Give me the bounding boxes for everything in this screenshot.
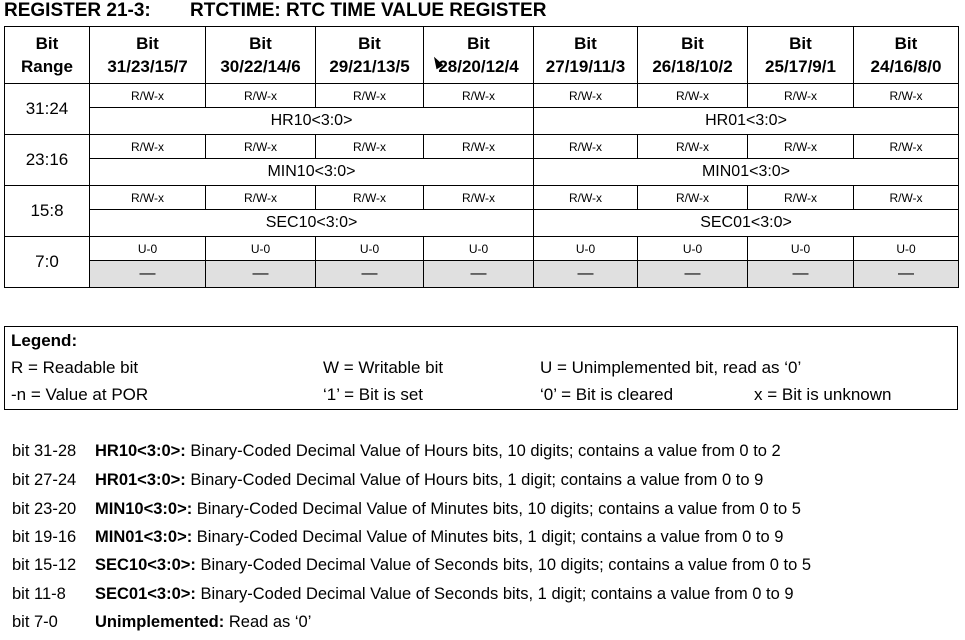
register-bit-table — [4, 26, 959, 288]
unimplemented-cell: — — [854, 261, 959, 288]
field-name-cell: HR01<3:0> — [534, 108, 959, 135]
header-text: 27/19/11/3 — [545, 57, 626, 76]
description-text: Binary-Coded Decimal Value of Minutes bits, 10 digits; contains a value from 0 to 5 — [192, 500, 801, 518]
bit-description — [12, 585, 794, 604]
header-text: 28/20/12/4 — [438, 57, 519, 76]
access-cell: R/W-x — [316, 135, 424, 159]
bit-description — [12, 500, 801, 519]
field-name-cell: MIN10<3:0> — [90, 159, 534, 186]
header-bit-col — [748, 27, 854, 84]
access-cell: R/W-x — [534, 186, 638, 210]
header-text: Bit — [789, 34, 812, 53]
access-cell: R/W-x — [638, 186, 748, 210]
access-cell: R/W-x — [854, 186, 959, 210]
field-row — [5, 159, 959, 186]
access-row — [5, 84, 959, 108]
header-bit-col — [90, 27, 206, 84]
header-bit-range — [5, 27, 90, 84]
header-text: Range — [21, 57, 73, 76]
header-bit-col — [424, 27, 534, 84]
field-name: HR01<3:0>: — [95, 471, 186, 489]
field-name: SEC01<3:0>: — [95, 585, 196, 603]
access-row — [5, 186, 959, 210]
access-cell: R/W-x — [206, 84, 316, 108]
unimplemented-cell: — — [206, 261, 316, 288]
access-cell: R/W-x — [638, 84, 748, 108]
bit-range-cell: 7:0 — [5, 237, 90, 288]
field-name: Unimplemented: — [95, 613, 225, 631]
description-text: Binary-Coded Decimal Value of Seconds bits, 10 digits; contains a value from 0 to 5 — [195, 556, 812, 574]
access-cell: U-0 — [90, 237, 206, 261]
unimplemented-cell: — — [90, 261, 206, 288]
header-text: 25/17/9/1 — [765, 57, 836, 76]
access-cell: R/W-x — [638, 135, 748, 159]
description-text: Read as ‘0’ — [224, 613, 312, 631]
legend-item: U = Unimplemented bit, read as ‘0’ — [540, 358, 802, 377]
bit-span: bit 27-24 — [12, 471, 77, 489]
access-cell: U-0 — [534, 237, 638, 261]
access-cell: R/W-x — [748, 186, 854, 210]
access-cell: R/W-x — [90, 186, 206, 210]
unimplemented-cell: — — [424, 261, 534, 288]
bit-span: bit 19-16 — [12, 528, 77, 546]
legend-item: x = Bit is unknown — [754, 385, 892, 404]
header-text: Bit — [894, 34, 918, 53]
header-text: Bit — [136, 34, 159, 53]
header-text: Bit — [358, 34, 381, 53]
access-cell: U-0 — [748, 237, 854, 261]
header-bit-col — [854, 27, 959, 84]
access-cell: U-0 — [424, 237, 534, 261]
register-number: REGISTER 21-3: — [4, 0, 151, 21]
description-text: Binary-Coded Decimal Value of Minutes bits, 1 digit; contains a value from 0 to 9 — [192, 528, 784, 546]
unimplemented-cell: — — [748, 261, 854, 288]
legend-item: ‘0’ = Bit is cleared — [540, 385, 674, 404]
field-name: MIN10<3:0>: — [95, 500, 193, 518]
access-cell: U-0 — [206, 237, 316, 261]
legend-item: ‘1’ = Bit is set — [323, 385, 423, 404]
bit-span: bit 11-8 — [12, 585, 66, 603]
header-text: 24/16/8/0 — [870, 57, 942, 76]
unimplemented-cell: — — [316, 261, 424, 288]
table-header-row — [5, 27, 959, 84]
access-cell: U-0 — [316, 237, 424, 261]
field-row — [5, 210, 959, 237]
description-text: Binary-Coded Decimal Value of Hours bits, 10 digits; contains a value from 0 to 2 — [185, 442, 781, 460]
header-text: 31/23/15/7 — [107, 57, 188, 76]
field-name: SEC10<3:0>: — [95, 556, 196, 574]
access-cell: R/W-x — [206, 186, 316, 210]
bit-description — [12, 528, 783, 547]
access-row — [5, 135, 959, 159]
header-text: Bit — [249, 34, 272, 53]
header-bit-col — [206, 27, 316, 84]
header-bit-col — [534, 27, 638, 84]
access-cell: R/W-x — [534, 135, 638, 159]
bit-description — [12, 556, 811, 575]
access-cell: U-0 — [854, 237, 959, 261]
header-text: 29/21/13/5 — [329, 57, 410, 76]
field-name-cell: SEC01<3:0> — [534, 210, 959, 237]
bit-description — [12, 613, 311, 632]
legend-title: Legend: — [11, 331, 78, 350]
access-row — [5, 237, 959, 261]
bit-span: bit 31-28 — [12, 442, 77, 460]
field-name: MIN01<3:0>: — [95, 528, 193, 546]
access-cell: R/W-x — [748, 135, 854, 159]
header-text: Bit — [35, 34, 59, 53]
register-title — [4, 0, 546, 22]
access-cell: R/W-x — [424, 84, 534, 108]
legend-item: W = Writable bit — [323, 358, 444, 377]
field-name: HR10<3:0>: — [95, 442, 186, 460]
bit-range-cell: 31:24 — [5, 84, 90, 135]
header-text: Bit — [574, 34, 597, 53]
access-cell: R/W-x — [748, 84, 854, 108]
header-text: Bit — [681, 34, 704, 53]
field-name-cell: SEC10<3:0> — [90, 210, 534, 237]
access-cell: R/W-x — [316, 186, 424, 210]
bit-range-cell: 23:16 — [5, 135, 90, 186]
unimplemented-row — [5, 261, 959, 288]
header-text: 30/22/14/6 — [220, 57, 301, 76]
description-text: Binary-Coded Decimal Value of Seconds bits, 1 digit; contains a value from 0 to 9 — [195, 585, 794, 603]
description-text: Binary-Coded Decimal Value of Hours bits, 1 digit; contains a value from 0 to 9 — [185, 471, 764, 489]
field-name-cell: HR10<3:0> — [90, 108, 534, 135]
access-cell: R/W-x — [206, 135, 316, 159]
header-bit-col — [638, 27, 748, 84]
access-cell: R/W-x — [316, 84, 424, 108]
legend-item: -n = Value at POR — [11, 385, 149, 404]
bit-description — [12, 442, 781, 461]
field-name-cell: MIN01<3:0> — [534, 159, 959, 186]
header-bit-col — [316, 27, 424, 84]
legend-box — [4, 326, 958, 410]
unimplemented-cell: — — [638, 261, 748, 288]
bit-span: bit 15-12 — [12, 556, 77, 574]
bit-range-cell: 15:8 — [5, 186, 90, 237]
access-cell: R/W-x — [424, 186, 534, 210]
access-cell: R/W-x — [90, 84, 206, 108]
access-cell: R/W-x — [424, 135, 534, 159]
unimplemented-cell: — — [534, 261, 638, 288]
header-text: 26/18/10/2 — [652, 57, 733, 76]
header-text: Bit — [467, 34, 490, 53]
bit-description — [12, 471, 763, 490]
access-cell: U-0 — [638, 237, 748, 261]
field-row — [5, 108, 959, 135]
access-cell: R/W-x — [534, 84, 638, 108]
bit-span: bit 7-0 — [12, 613, 58, 631]
access-cell: R/W-x — [90, 135, 206, 159]
legend-item: R = Readable bit — [11, 358, 139, 377]
bit-span: bit 23-20 — [12, 500, 77, 518]
access-cell: R/W-x — [854, 84, 959, 108]
register-name: RTCTIME: RTC TIME VALUE REGISTER — [190, 0, 547, 21]
access-cell: R/W-x — [854, 135, 959, 159]
